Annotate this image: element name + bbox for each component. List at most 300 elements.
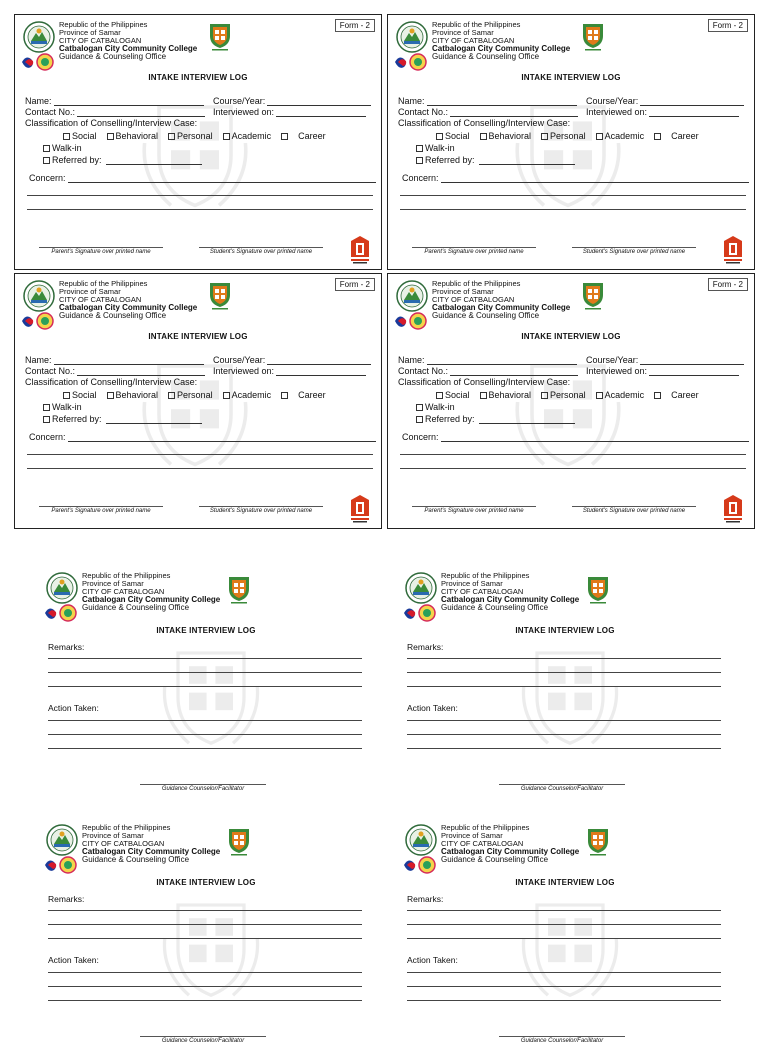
header-line1: Republic of the Philippines	[441, 571, 530, 580]
header-line1: Republic of the Philippines	[59, 20, 148, 29]
course-label: Course/Year:	[586, 96, 639, 106]
office-name: Guidance & Counseling Office	[432, 311, 540, 320]
action-taken-label: Action Taken:	[48, 703, 99, 713]
district-logo-icon	[349, 235, 371, 265]
student-signature-line[interactable]	[199, 247, 323, 248]
course-row	[586, 355, 744, 365]
walk-in-checkbox[interactable]	[43, 404, 50, 411]
remarks-line[interactable]	[407, 672, 721, 673]
option-academic[interactable]	[223, 131, 272, 141]
header-line2: Province of Samar	[441, 579, 503, 588]
header-text	[59, 280, 197, 320]
case-options-row	[436, 131, 709, 141]
checkbox[interactable]	[168, 133, 175, 140]
parent-signature-label: Parent's Signature over printed name	[424, 249, 524, 255]
government-logos-icon	[44, 604, 78, 622]
action-taken-line[interactable]	[407, 1000, 721, 1001]
referred-by-field[interactable]	[106, 415, 202, 424]
name-field[interactable]	[54, 356, 204, 365]
header-text	[441, 824, 579, 864]
interviewed-label: Interviewed on:	[213, 366, 275, 376]
concern-label: Concern:	[29, 432, 66, 442]
walk-in-checkbox[interactable]	[416, 404, 423, 411]
interviewed-row	[213, 366, 366, 376]
remarks-line[interactable]	[48, 910, 362, 911]
classification-label: Classification of Conselling/Interview Case:	[25, 118, 198, 128]
college-shield-icon	[207, 280, 233, 310]
action-taken-label: Action Taken:	[48, 955, 99, 965]
checkbox[interactable]	[541, 392, 548, 399]
college-shield-icon	[580, 280, 606, 310]
remarks-line[interactable]	[407, 910, 721, 911]
option-label: Personal	[550, 390, 586, 400]
office-name: Guidance & Counseling Office	[441, 603, 549, 612]
parent-signature-line[interactable]	[412, 506, 536, 507]
header-line1: Republic of the Philippines	[441, 823, 530, 832]
district-logo-icon	[722, 235, 744, 265]
remarks-line[interactable]	[407, 924, 721, 925]
student-signature-label: Student's Signature over printed name	[209, 508, 313, 514]
concern-line[interactable]	[400, 468, 746, 469]
remarks-line[interactable]	[48, 686, 362, 687]
name-row	[25, 355, 204, 365]
counselor-signature-line[interactable]	[140, 784, 266, 785]
header-line1: Republic of the Philippines	[82, 823, 171, 832]
interviewed-row	[586, 366, 739, 376]
contact-no-field[interactable]	[450, 367, 578, 376]
option-label: Personal	[177, 390, 213, 400]
form-number-badge: Form - 2	[708, 19, 748, 32]
contact-row	[398, 107, 578, 117]
government-logos-icon	[403, 604, 437, 622]
city-seal-icon	[396, 21, 428, 53]
header-line3: CITY OF CATBALOGAN	[441, 587, 524, 596]
concern-label: Concern:	[402, 173, 439, 183]
name-label: Name:	[25, 96, 52, 106]
case-options-row	[63, 390, 336, 400]
action-taken-line[interactable]	[48, 972, 362, 973]
option-label: Personal	[177, 131, 213, 141]
form-header	[46, 572, 346, 622]
back-form-title: INTAKE INTERVIEW LOG	[156, 626, 256, 635]
contact-row	[25, 366, 205, 376]
remarks-label: Remarks:	[407, 894, 444, 904]
option-label: Personal	[550, 131, 586, 141]
concern-line[interactable]	[27, 454, 373, 455]
government-logos-icon	[403, 856, 437, 874]
header-text	[59, 21, 197, 61]
concern-line[interactable]	[400, 454, 746, 455]
walk-in-label: Walk-in	[52, 143, 82, 153]
option-label: Social	[72, 131, 97, 141]
interviewed-label: Interviewed on:	[213, 107, 275, 117]
referred-by-checkbox[interactable]	[43, 157, 50, 164]
option-personal[interactable]	[541, 390, 586, 400]
counselor-signature-label: Guidance Counselor/Facilitator	[520, 786, 604, 792]
name-label: Name:	[25, 355, 52, 365]
name-label: Name:	[398, 96, 425, 106]
office-name: Guidance & Counseling Office	[82, 603, 190, 612]
student-signature-line[interactable]	[199, 506, 323, 507]
option-behavioral[interactable]	[480, 390, 532, 400]
option-career[interactable]	[281, 390, 326, 400]
watermark-seal-icon	[515, 632, 625, 762]
remarks-line[interactable]	[48, 924, 362, 925]
course-year-field[interactable]	[267, 97, 371, 106]
referred-by-row[interactable]	[43, 414, 202, 424]
form-title: INTAKE INTERVIEW LOG	[521, 332, 621, 341]
case-options-row	[436, 390, 709, 400]
interviewed-on-field[interactable]	[276, 108, 366, 117]
checkbox[interactable]	[596, 133, 603, 140]
walk-in-checkbox[interactable]	[416, 145, 423, 152]
header-text	[82, 824, 220, 864]
form-header	[405, 824, 705, 874]
college-shield-icon	[585, 826, 611, 856]
checkbox[interactable]	[281, 133, 288, 140]
concern-field[interactable]	[68, 433, 376, 442]
referred-by-label: Referred by:	[52, 155, 102, 165]
referred-by-row[interactable]	[43, 155, 202, 165]
checkbox[interactable]	[223, 392, 230, 399]
interviewed-on-field[interactable]	[276, 367, 366, 376]
option-behavioral[interactable]	[107, 390, 159, 400]
city-seal-icon	[405, 572, 437, 604]
name-field[interactable]	[54, 97, 204, 106]
college-shield-icon	[207, 21, 233, 51]
action-taken-line[interactable]	[407, 972, 721, 973]
concern-line[interactable]	[400, 209, 746, 210]
checkbox[interactable]	[223, 133, 230, 140]
office-name: Guidance & Counseling Office	[82, 855, 190, 864]
contact-no-field[interactable]	[450, 108, 578, 117]
city-seal-icon	[23, 280, 55, 312]
option-behavioral[interactable]	[107, 131, 159, 141]
form-header	[396, 21, 696, 71]
college-name: Catbalogan City Community College	[82, 595, 221, 604]
course-label: Course/Year:	[586, 355, 639, 365]
option-academic[interactable]	[596, 131, 645, 141]
office-name: Guidance & Counseling Office	[59, 52, 167, 61]
header-line3: CITY OF CATBALOGAN	[59, 36, 142, 45]
remarks-line[interactable]	[407, 686, 721, 687]
counselor-signature-label: Guidance Counselor/Facilitator	[161, 786, 245, 792]
remarks-line[interactable]	[407, 938, 721, 939]
walk-in-row[interactable]	[43, 143, 82, 153]
government-logos-icon	[21, 312, 55, 330]
header-line1: Republic of the Philippines	[59, 279, 148, 288]
walk-in-row[interactable]	[416, 402, 455, 412]
checkbox[interactable]	[63, 392, 70, 399]
college-name: Catbalogan City Community College	[441, 847, 580, 856]
option-academic[interactable]	[596, 390, 645, 400]
header-line2: Province of Samar	[59, 287, 121, 296]
interviewed-label: Interviewed on:	[586, 366, 648, 376]
referred-by-row[interactable]	[416, 155, 575, 165]
student-signature-label: Student's Signature over printed name	[582, 508, 686, 514]
checkbox[interactable]	[107, 392, 114, 399]
header-line3: CITY OF CATBALOGAN	[432, 36, 515, 45]
name-label: Name:	[398, 355, 425, 365]
header-line3: CITY OF CATBALOGAN	[432, 295, 515, 304]
remarks-label: Remarks:	[407, 642, 444, 652]
header-line2: Province of Samar	[432, 287, 494, 296]
option-label: Academic	[231, 131, 272, 141]
referred-by-checkbox[interactable]	[416, 157, 423, 164]
interviewed-label: Interviewed on:	[586, 107, 648, 117]
checkbox[interactable]	[480, 392, 487, 399]
counselor-signature-line[interactable]	[499, 784, 625, 785]
option-personal[interactable]	[541, 131, 586, 141]
intake-form-front	[14, 14, 382, 270]
back-form-title: INTAKE INTERVIEW LOG	[515, 878, 615, 887]
course-year-field[interactable]	[640, 97, 744, 106]
referred-by-label: Referred by:	[52, 414, 102, 424]
action-taken-label: Action Taken:	[407, 955, 458, 965]
college-shield-icon	[585, 574, 611, 604]
name-field[interactable]	[427, 356, 577, 365]
parent-signature-line[interactable]	[39, 506, 163, 507]
intake-form-back	[405, 572, 735, 812]
contact-row	[398, 366, 578, 376]
referred-by-field[interactable]	[479, 156, 575, 165]
checkbox[interactable]	[436, 392, 443, 399]
student-signature-line[interactable]	[572, 506, 696, 507]
course-year-field[interactable]	[640, 356, 744, 365]
form-header	[396, 280, 696, 330]
checkbox[interactable]	[63, 133, 70, 140]
option-label: Career	[298, 390, 326, 400]
header-line2: Province of Samar	[82, 831, 144, 840]
course-row	[213, 96, 371, 106]
intake-form-front	[387, 14, 755, 270]
form-number-badge: Form - 2	[708, 278, 748, 291]
checkbox[interactable]	[654, 133, 661, 140]
course-row	[586, 96, 744, 106]
watermark-seal-icon	[515, 884, 625, 1014]
college-shield-icon	[226, 826, 252, 856]
contact-row	[25, 107, 205, 117]
watermark-seal-icon	[156, 884, 266, 1014]
walk-in-row[interactable]	[43, 402, 82, 412]
name-field[interactable]	[427, 97, 577, 106]
college-name: Catbalogan City Community College	[82, 847, 221, 856]
student-signature-line[interactable]	[572, 247, 696, 248]
option-behavioral[interactable]	[480, 131, 532, 141]
government-logos-icon	[394, 53, 428, 71]
header-line3: CITY OF CATBALOGAN	[59, 295, 142, 304]
checkbox[interactable]	[541, 133, 548, 140]
remarks-line[interactable]	[48, 658, 362, 659]
header-line2: Province of Samar	[59, 28, 121, 37]
action-taken-line[interactable]	[407, 720, 721, 721]
option-label: Career	[298, 131, 326, 141]
city-seal-icon	[405, 824, 437, 856]
form-title: INTAKE INTERVIEW LOG	[521, 73, 621, 82]
remarks-line[interactable]	[48, 938, 362, 939]
course-row	[213, 355, 371, 365]
city-seal-icon	[46, 824, 78, 856]
college-name: Catbalogan City Community College	[432, 303, 571, 312]
contact-label: Contact No.:	[25, 107, 76, 117]
form-number-badge: Form - 2	[335, 278, 375, 291]
classification-label: Classification of Conselling/Interview Case:	[25, 377, 198, 387]
college-shield-icon	[580, 21, 606, 51]
counselor-signature-line[interactable]	[499, 1036, 625, 1037]
course-year-field[interactable]	[267, 356, 371, 365]
walk-in-label: Walk-in	[425, 143, 455, 153]
college-name: Catbalogan City Community College	[59, 44, 198, 53]
option-label: Academic	[604, 390, 645, 400]
concern-line[interactable]	[27, 468, 373, 469]
action-taken-line[interactable]	[48, 748, 362, 749]
college-name: Catbalogan City Community College	[432, 44, 571, 53]
city-seal-icon	[46, 572, 78, 604]
action-taken-label: Action Taken:	[407, 703, 458, 713]
form-header	[23, 280, 323, 330]
option-label: Social	[445, 390, 470, 400]
action-taken-line[interactable]	[407, 734, 721, 735]
action-taken-line[interactable]	[407, 748, 721, 749]
option-label: Social	[72, 390, 97, 400]
college-shield-icon	[226, 574, 252, 604]
referred-by-checkbox[interactable]	[43, 416, 50, 423]
option-personal[interactable]	[168, 131, 213, 141]
checkbox[interactable]	[436, 133, 443, 140]
interviewed-on-field[interactable]	[649, 367, 739, 376]
form-header	[23, 21, 323, 71]
concern-row	[402, 432, 749, 442]
concern-line[interactable]	[400, 195, 746, 196]
back-form-title: INTAKE INTERVIEW LOG	[515, 626, 615, 635]
intake-form-back	[46, 824, 376, 1064]
student-signature-label: Student's Signature over printed name	[209, 249, 313, 255]
referred-by-label: Referred by:	[425, 414, 475, 424]
option-label: Career	[671, 390, 699, 400]
remarks-line[interactable]	[407, 658, 721, 659]
option-label: Behavioral	[115, 131, 159, 141]
watermark-seal-icon	[156, 632, 266, 762]
walk-in-checkbox[interactable]	[43, 145, 50, 152]
parent-signature-line[interactable]	[412, 247, 536, 248]
referred-by-row[interactable]	[416, 414, 575, 424]
government-logos-icon	[394, 312, 428, 330]
name-row	[398, 96, 577, 106]
remarks-line[interactable]	[48, 672, 362, 673]
intake-form-front	[14, 273, 382, 529]
contact-no-field[interactable]	[77, 367, 205, 376]
contact-label: Contact No.:	[398, 107, 449, 117]
action-taken-line[interactable]	[48, 986, 362, 987]
city-seal-icon	[23, 21, 55, 53]
contact-label: Contact No.:	[398, 366, 449, 376]
option-social[interactable]	[63, 131, 97, 141]
checkbox[interactable]	[596, 392, 603, 399]
referred-by-checkbox[interactable]	[416, 416, 423, 423]
concern-field[interactable]	[68, 174, 376, 183]
concern-field[interactable]	[441, 433, 749, 442]
contact-no-field[interactable]	[77, 108, 205, 117]
form-title: INTAKE INTERVIEW LOG	[148, 332, 248, 341]
option-academic[interactable]	[223, 390, 272, 400]
checkbox[interactable]	[168, 392, 175, 399]
option-label: Career	[671, 131, 699, 141]
office-name: Guidance & Counseling Office	[432, 52, 540, 61]
concern-row	[402, 173, 749, 183]
option-label: Behavioral	[115, 390, 159, 400]
referred-by-field[interactable]	[479, 415, 575, 424]
action-taken-line[interactable]	[407, 986, 721, 987]
option-label: Academic	[231, 390, 272, 400]
government-logos-icon	[44, 856, 78, 874]
header-text	[432, 21, 570, 61]
referred-by-label: Referred by:	[425, 155, 475, 165]
back-form-title: INTAKE INTERVIEW LOG	[156, 878, 256, 887]
header-line1: Republic of the Philippines	[82, 571, 171, 580]
office-name: Guidance & Counseling Office	[59, 311, 167, 320]
option-career[interactable]	[281, 131, 326, 141]
concern-field[interactable]	[441, 174, 749, 183]
counselor-signature-line[interactable]	[140, 1036, 266, 1037]
counselor-signature-label: Guidance Counselor/Facilitator	[520, 1038, 604, 1044]
walk-in-label: Walk-in	[52, 402, 82, 412]
interviewed-on-field[interactable]	[649, 108, 739, 117]
parent-signature-line[interactable]	[39, 247, 163, 248]
name-row	[25, 96, 204, 106]
concern-line[interactable]	[27, 209, 373, 210]
checkbox[interactable]	[654, 392, 661, 399]
header-text	[82, 572, 220, 612]
intake-form-front	[387, 273, 755, 529]
district-logo-icon	[722, 494, 744, 524]
parent-signature-label: Parent's Signature over printed name	[424, 508, 524, 514]
action-taken-line[interactable]	[48, 734, 362, 735]
header-text	[441, 572, 579, 612]
form-header	[46, 824, 346, 874]
concern-label: Concern:	[402, 432, 439, 442]
walk-in-row[interactable]	[416, 143, 455, 153]
case-options-row	[63, 131, 336, 141]
option-career[interactable]	[654, 390, 699, 400]
referred-by-field[interactable]	[106, 156, 202, 165]
option-social[interactable]	[436, 131, 470, 141]
classification-label: Classification of Conselling/Interview Case:	[398, 377, 571, 387]
option-personal[interactable]	[168, 390, 213, 400]
course-label: Course/Year:	[213, 96, 266, 106]
checkbox[interactable]	[281, 392, 288, 399]
option-social[interactable]	[63, 390, 97, 400]
office-name: Guidance & Counseling Office	[441, 855, 549, 864]
header-line1: Republic of the Philippines	[432, 20, 521, 29]
action-taken-line[interactable]	[48, 720, 362, 721]
parent-signature-label: Parent's Signature over printed name	[51, 249, 151, 255]
header-line2: Province of Samar	[441, 831, 503, 840]
option-career[interactable]	[654, 131, 699, 141]
concern-line[interactable]	[27, 195, 373, 196]
header-line2: Province of Samar	[432, 28, 494, 37]
city-seal-icon	[396, 280, 428, 312]
interviewed-row	[586, 107, 739, 117]
student-signature-label: Student's Signature over printed name	[582, 249, 686, 255]
concern-row	[29, 173, 376, 183]
header-line3: CITY OF CATBALOGAN	[82, 839, 165, 848]
checkbox[interactable]	[107, 133, 114, 140]
district-logo-icon	[349, 494, 371, 524]
form-number-badge: Form - 2	[335, 19, 375, 32]
option-social[interactable]	[436, 390, 470, 400]
checkbox[interactable]	[480, 133, 487, 140]
action-taken-line[interactable]	[48, 1000, 362, 1001]
